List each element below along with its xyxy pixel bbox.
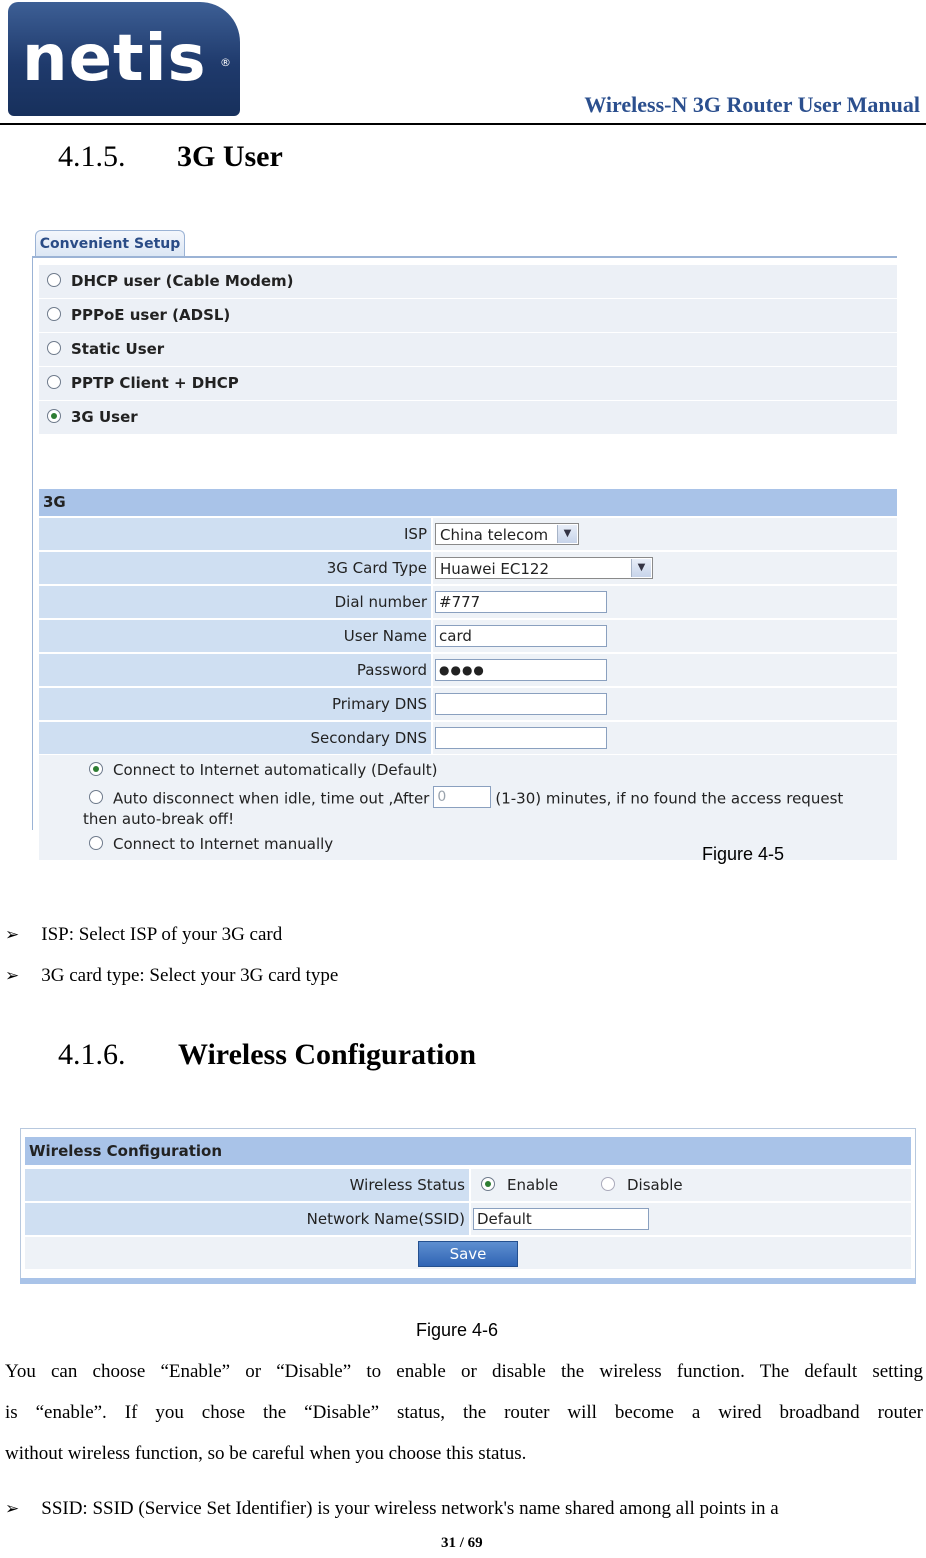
primary-dns-label: Primary DNS	[39, 688, 431, 720]
section-header-3g: 3G	[39, 489, 897, 516]
document-title: Wireless-N 3G Router User Manual	[584, 92, 920, 117]
netis-logo	[8, 2, 240, 116]
paragraph-line-3: without wireless function, so be careful when you choose this status.	[5, 1443, 527, 1464]
radio-icon[interactable]	[47, 307, 61, 321]
field-row-user-name	[39, 620, 897, 652]
logo-text: netis	[22, 22, 207, 96]
radio-icon[interactable]	[47, 375, 61, 389]
wireless-status-label: Wireless Status	[25, 1169, 469, 1201]
radio-icon[interactable]	[47, 341, 61, 355]
field-row-dial-number	[39, 586, 897, 618]
paragraph-line-2: is “enable”. If you chose the “Disable” status, the router will become a wired broadband router	[5, 1402, 923, 1423]
card-type-label: 3G Card Type	[39, 552, 431, 584]
radio-icon[interactable]	[47, 273, 61, 287]
secondary-dns-input[interactable]	[435, 727, 607, 749]
option-label: Static User	[71, 340, 165, 358]
radio-icon[interactable]	[89, 790, 103, 804]
bullet-isp: ➢ ISP: Select ISP of your 3G card	[5, 924, 283, 945]
figure-caption-4-5: Figure 4-5	[702, 844, 785, 864]
radio-selected-icon[interactable]	[47, 409, 61, 423]
enable-option[interactable]: Enable	[481, 1169, 558, 1201]
figure-caption-4-6: Figure 4-6	[416, 1320, 499, 1340]
dial-number-label: Dial number	[39, 586, 431, 618]
arrow-bullet-icon: ➢	[5, 1499, 20, 1519]
ssid-row	[25, 1203, 911, 1235]
radio-icon[interactable]	[601, 1177, 615, 1191]
option-pppoe-user[interactable]	[39, 299, 897, 333]
bullet-ssid: ➢ SSID: SSID (Service Set Identifier) is your wireless network's name shared among all points in a	[5, 1498, 779, 1519]
connect-manual-option[interactable]: Connect to Internet manually	[89, 835, 333, 853]
password-label: Password	[39, 654, 431, 686]
isp-select[interactable]: China telecom ▼	[435, 523, 579, 545]
save-button[interactable]: Save	[418, 1241, 518, 1267]
user-name-label: User Name	[39, 620, 431, 652]
chevron-down-icon[interactable]: ▼	[557, 525, 577, 543]
radio-selected-icon[interactable]	[89, 762, 103, 776]
ssid-input[interactable]: Default	[473, 1208, 649, 1230]
arrow-bullet-icon: ➢	[5, 925, 20, 945]
field-row-isp	[39, 518, 897, 550]
section-title-416: Wireless Configuration	[178, 1038, 477, 1071]
option-label: PPPoE user (ADSL)	[71, 306, 231, 324]
option-static-user[interactable]	[39, 333, 897, 367]
password-input[interactable]: ●●●●	[435, 659, 607, 681]
primary-dns-input[interactable]	[435, 693, 607, 715]
radio-selected-icon[interactable]	[481, 1177, 495, 1191]
radio-icon[interactable]	[89, 836, 103, 850]
convenient-setup-panel	[32, 226, 898, 853]
section-number-416: 4.1.6.	[58, 1038, 126, 1071]
save-row	[25, 1237, 911, 1269]
panel-frame	[32, 256, 897, 853]
paragraph-line-1: You can choose “Enable” or “Disable” to enable or disable the wireless function. The default setting	[5, 1361, 923, 1382]
wireless-config-header: Wireless Configuration	[25, 1137, 911, 1165]
arrow-bullet-icon: ➢	[5, 966, 20, 986]
option-3g-user[interactable]	[39, 401, 897, 435]
wireless-configuration-panel	[20, 1128, 916, 1286]
option-pptp-client[interactable]	[39, 367, 897, 401]
bullet-card-type: ➢ 3G card type: Select your 3G card type	[5, 965, 339, 986]
logo-registered-mark: ®	[220, 56, 231, 69]
disable-option[interactable]: Disable	[601, 1169, 683, 1201]
connect-idle-line2: then auto-break off!	[83, 810, 235, 828]
wireless-status-row	[25, 1169, 911, 1201]
option-dhcp-user[interactable]	[39, 265, 897, 299]
field-row-card-type	[39, 552, 897, 584]
header-divider	[0, 123, 926, 125]
card-type-select[interactable]: Huawei EC122 ▼	[435, 557, 653, 579]
option-label: DHCP user (Cable Modem)	[71, 272, 294, 290]
option-label: 3G User	[71, 408, 138, 426]
section-title-415: 3G User	[177, 140, 283, 173]
option-label: PPTP Client + DHCP	[71, 374, 239, 392]
idle-timeout-input[interactable]: 0	[433, 786, 491, 808]
secondary-dns-label: Secondary DNS	[39, 722, 431, 754]
user-name-input[interactable]: card	[435, 625, 607, 647]
isp-label: ISP	[39, 518, 431, 550]
chevron-down-icon[interactable]: ▼	[631, 559, 651, 577]
ssid-label: Network Name(SSID)	[25, 1203, 469, 1235]
section-number-415: 4.1.5.	[58, 140, 126, 173]
dial-number-input[interactable]: #777	[435, 591, 607, 613]
field-row-password	[39, 654, 897, 686]
page-number: 31 / 69	[441, 1535, 483, 1551]
field-row-secondary-dns	[39, 722, 897, 754]
connect-idle-option[interactable]: Auto disconnect when idle, time out ,After 0 (1-30) minutes, if no found the access request	[89, 788, 843, 810]
connect-auto-option[interactable]: Connect to Internet automatically (Default)	[89, 761, 438, 779]
field-row-primary-dns	[39, 688, 897, 720]
tab-convenient-setup[interactable]: Convenient Setup	[35, 230, 185, 257]
